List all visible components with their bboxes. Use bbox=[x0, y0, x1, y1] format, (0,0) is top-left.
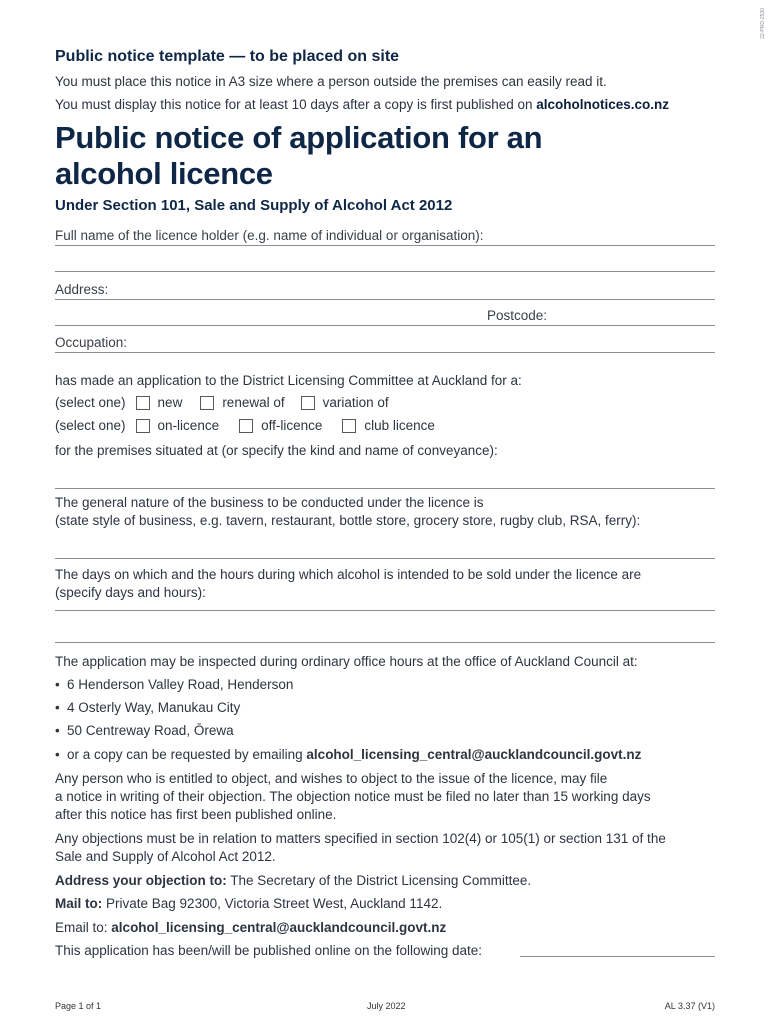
address-objection bbox=[55, 872, 531, 890]
address-objection-label: Address your objection to: bbox=[55, 873, 227, 888]
days-label-1: The days on which and the hours during which alcohol is intended to be sold under the licence are bbox=[55, 567, 642, 582]
select-one-label-2: (select one) bbox=[55, 418, 126, 433]
email-to-label: Email to: bbox=[55, 920, 108, 935]
option-renewal-label: renewal of bbox=[222, 395, 285, 410]
published-date-label: This application has been/will be published online on the following date: bbox=[55, 943, 483, 958]
days-label-2: (specify days and hours): bbox=[55, 585, 206, 600]
office-manukau: • 4 Osterly Way, Manukau City bbox=[55, 700, 241, 715]
intro-line-2 bbox=[55, 97, 669, 112]
footer-date: July 2022 bbox=[367, 1001, 406, 1011]
page-title-line-1: Public notice of application for an bbox=[55, 120, 543, 155]
alcoholnotices-link[interactable]: alcoholnotices.co.nz bbox=[536, 97, 670, 112]
mail-to-label: Mail to: bbox=[55, 896, 103, 911]
option-new-label: new bbox=[157, 395, 183, 410]
page-title bbox=[55, 120, 542, 192]
office-henderson-text: 6 Henderson Valley Road, Henderson bbox=[67, 677, 294, 692]
premises-label: for the premises situated at (or specify the kind and name of conveyance): bbox=[55, 443, 498, 458]
checkbox-new[interactable] bbox=[136, 396, 150, 410]
checkbox-off-licence[interactable] bbox=[239, 419, 253, 433]
page-title-line-2: alcohol licence bbox=[55, 156, 273, 191]
option-off-licence-label: off-licence bbox=[261, 418, 323, 433]
template-title: Public notice template — to be placed on site bbox=[55, 48, 400, 65]
select-one-label: (select one) bbox=[55, 395, 126, 410]
nature-line[interactable] bbox=[55, 558, 715, 559]
licensing-email-link[interactable]: alcohol_licensing_central@aucklandcouncil.govt.nz bbox=[306, 747, 642, 762]
matters-line-2: Sale and Supply of Alcohol Act 2012. bbox=[55, 849, 276, 864]
objection-line-2: a notice in writing of their objection. The objection notice must be filed no later than 15 working days bbox=[55, 789, 651, 804]
checkbox-variation[interactable] bbox=[301, 396, 315, 410]
checkbox-renewal[interactable] bbox=[200, 396, 214, 410]
option-on-licence-label: on-licence bbox=[157, 418, 220, 433]
premises-line[interactable] bbox=[55, 488, 715, 489]
address-field[interactable]: Address: bbox=[55, 282, 715, 300]
application-type-row bbox=[55, 395, 389, 410]
inspect-text: The application may be inspected during ordinary office hours at the office of Auckland Council at: bbox=[55, 654, 638, 669]
mail-to bbox=[55, 895, 442, 913]
nature-label-1: The general nature of the business to be conducted under the licence is bbox=[55, 495, 484, 510]
page-subtitle: Under Section 101, Sale and Supply of Alcohol Act 2012 bbox=[55, 197, 453, 214]
footer-page: Page 1 of 1 bbox=[55, 1001, 102, 1011]
occupation-field[interactable]: Occupation: bbox=[55, 335, 715, 353]
office-henderson: • 6 Henderson Valley Road, Henderson bbox=[55, 677, 294, 692]
days-line-2[interactable] bbox=[55, 642, 715, 643]
mail-to-value: Private Bag 92300, Victoria Street West, Auckland 1142. bbox=[106, 896, 443, 911]
days-line-1[interactable] bbox=[55, 610, 715, 611]
footer-code: AL 3.37 (V1) bbox=[664, 1001, 715, 1011]
licence-type-row bbox=[55, 418, 435, 433]
intro-line-2-text: You must display this notice for at least 10 days after a copy is first published on bbox=[55, 97, 533, 112]
address-line-2[interactable] bbox=[55, 325, 715, 326]
application-intro: has made an application to the District Licensing Committee at Auckland for a: bbox=[55, 373, 522, 388]
office-orewa: • 50 Centreway Road, Ōrewa bbox=[55, 723, 234, 738]
address-objection-value: The Secretary of the District Licensing Committee. bbox=[230, 873, 532, 888]
published-date-line[interactable] bbox=[520, 956, 715, 957]
checkbox-club-licence[interactable] bbox=[342, 419, 356, 433]
holder-name-field[interactable]: Full name of the licence holder (e.g. name of individual or organisation): bbox=[55, 228, 715, 246]
email-to-link[interactable]: alcohol_licensing_central@aucklandcouncil.govt.nz bbox=[111, 920, 447, 935]
matters-line-1: Any objections must be in relation to matters specified in section 102(4) or 105(1) or section 131 of the bbox=[55, 831, 666, 846]
checkbox-on-licence[interactable] bbox=[136, 419, 150, 433]
postcode-label: Postcode: bbox=[487, 308, 548, 323]
option-variation-label: variation of bbox=[322, 395, 389, 410]
objection-line-3: after this notice has first been published online. bbox=[55, 807, 337, 822]
objection-line-1: Any person who is entitled to object, and wishes to object to the issue of the licence, may file bbox=[55, 771, 608, 786]
side-code: 22-PRO-2530 bbox=[760, 8, 766, 39]
email-bullet: • or a copy can be requested by emailing alcohol_licensing_central@aucklandcouncil.govt.nz bbox=[55, 747, 642, 762]
holder-name-line-2[interactable] bbox=[55, 271, 715, 272]
email-to bbox=[55, 919, 446, 937]
intro-line-1: You must place this notice in A3 size where a person outside the premises can easily read it. bbox=[55, 74, 607, 89]
office-manukau-text: 4 Osterly Way, Manukau City bbox=[67, 700, 241, 715]
option-club-licence-label: club licence bbox=[364, 418, 435, 433]
email-bullet-text: or a copy can be requested by emailing bbox=[67, 747, 303, 762]
nature-label-2: (state style of business, e.g. tavern, restaurant, bottle store, grocery store, rugby club, RSA, ferry): bbox=[55, 513, 641, 528]
office-orewa-text: 50 Centreway Road, Ōrewa bbox=[67, 723, 234, 738]
